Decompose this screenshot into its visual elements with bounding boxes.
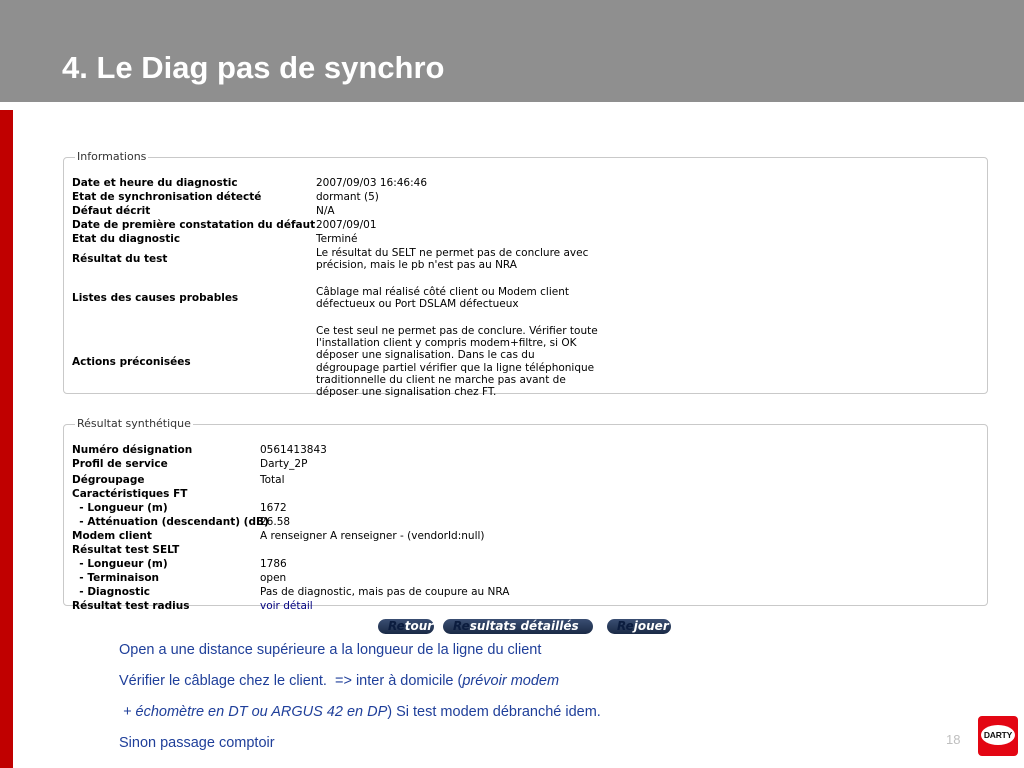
- synth-label: Numéro désignation: [72, 444, 193, 456]
- info-label: Date et heure du diagnostic: [72, 177, 238, 189]
- informations-panel: [63, 150, 988, 399]
- note-line-2-italic: prévoir modem: [462, 673, 560, 689]
- synth-value: Darty_2P: [260, 458, 308, 470]
- retour-button-prefix: Re: [388, 619, 405, 633]
- synth-label: - Atténuation (descendant) (dB): [72, 516, 269, 528]
- info-value: 2007/09/03 16:46:46: [316, 177, 428, 189]
- note-line-3-italic: + échomètre en DT ou ARGUS 42 en DP: [119, 704, 388, 720]
- synth-value: open: [260, 572, 287, 584]
- synthese-legend: Résultat synthétique: [77, 417, 191, 430]
- info-value: Câblage mal réalisé côté client ou Modem client défectueux ou Port DSLAM défectueux: [316, 286, 569, 311]
- synthese-panel: [63, 417, 988, 612]
- note-line-1: Open a une distance supérieure a la longueur de la ligne du client: [119, 642, 542, 658]
- info-value: Le résultat du SELT ne permet pas de conclure avec précision, mais le pb n'est pas au NRA: [316, 247, 589, 272]
- rejouer-button-prefix: Re: [617, 619, 634, 633]
- synth-value: 26.58: [260, 516, 291, 528]
- note-line-3: [119, 704, 601, 720]
- voir-detail-link[interactable]: voir détail: [260, 600, 313, 612]
- accent-bar: [0, 110, 13, 768]
- logo-text: DARTY: [983, 730, 1013, 740]
- synth-label: Résultat test SELT: [72, 544, 180, 556]
- info-label: Etat du diagnostic: [72, 233, 181, 245]
- rejouer-button[interactable]: [607, 619, 671, 634]
- synth-label: Profil de service: [72, 458, 168, 470]
- resultats-button-prefix: Re: [453, 619, 470, 633]
- info-value: 2007/09/01: [316, 219, 377, 231]
- info-label: Défaut décrit: [72, 205, 151, 217]
- info-value: dormant (5): [316, 191, 379, 203]
- retour-button[interactable]: [378, 619, 434, 634]
- darty-logo: [978, 716, 1018, 756]
- info-label: Listes des causes probables: [72, 292, 239, 304]
- info-label: Date de première constatation du défaut: [72, 219, 316, 231]
- info-label: Etat de synchronisation détecté: [72, 191, 262, 203]
- synth-label: Modem client: [72, 530, 152, 542]
- retour-button-label: tour: [404, 619, 434, 633]
- page-title: 4. Le Diag pas de synchro: [62, 50, 445, 85]
- synth-value: 1672: [260, 502, 287, 514]
- page-number: 18: [946, 732, 961, 747]
- synth-value: 1786: [260, 558, 287, 570]
- informations-legend: Informations: [77, 150, 147, 163]
- synth-value: Total: [260, 474, 285, 486]
- note-line-4: Sinon passage comptoir: [119, 735, 275, 751]
- synth-value: 0561413843: [260, 444, 327, 456]
- info-label: Résultat du test: [72, 253, 168, 265]
- info-value: N/A: [316, 205, 335, 217]
- resultats-button-label: sultats détaillés: [469, 619, 579, 633]
- synth-label: Résultat test radius: [72, 600, 190, 612]
- synth-value: A renseigner A renseigner - (vendorId:null): [260, 530, 485, 542]
- info-value: Terminé: [316, 233, 358, 245]
- synth-label: - Longueur (m): [72, 558, 168, 570]
- info-value: Ce test seul ne permet pas de conclure. Vérifier toute l'installation client y compris modem+filtre, si OK déposer une signalisation. Dans le cas du dégroupage partiel vérifier que la ligne téléphonique traditionnelle du client ne marche pas avant de déposer une signalisation chez FT.: [316, 325, 598, 399]
- note-line-3-text: ) Si test modem débranché idem.: [387, 704, 601, 720]
- rejouer-button-label: jouer: [633, 619, 669, 633]
- synth-label: Caractéristiques FT: [72, 488, 188, 500]
- synth-value: Pas de diagnostic, mais pas de coupure au NRA: [260, 586, 510, 598]
- synth-label: - Terminaison: [72, 572, 160, 584]
- synth-label: - Diagnostic: [72, 586, 151, 598]
- synth-label: - Longueur (m): [72, 502, 168, 514]
- synth-label: Dégroupage: [72, 474, 145, 486]
- logo-oval: [981, 725, 1015, 745]
- resultats-details-button[interactable]: [443, 619, 593, 634]
- note-line-2: [119, 673, 559, 689]
- info-label: Actions préconisées: [72, 356, 191, 368]
- note-line-2-text: Vérifier le câblage chez le client. => inter à domicile (: [119, 673, 463, 689]
